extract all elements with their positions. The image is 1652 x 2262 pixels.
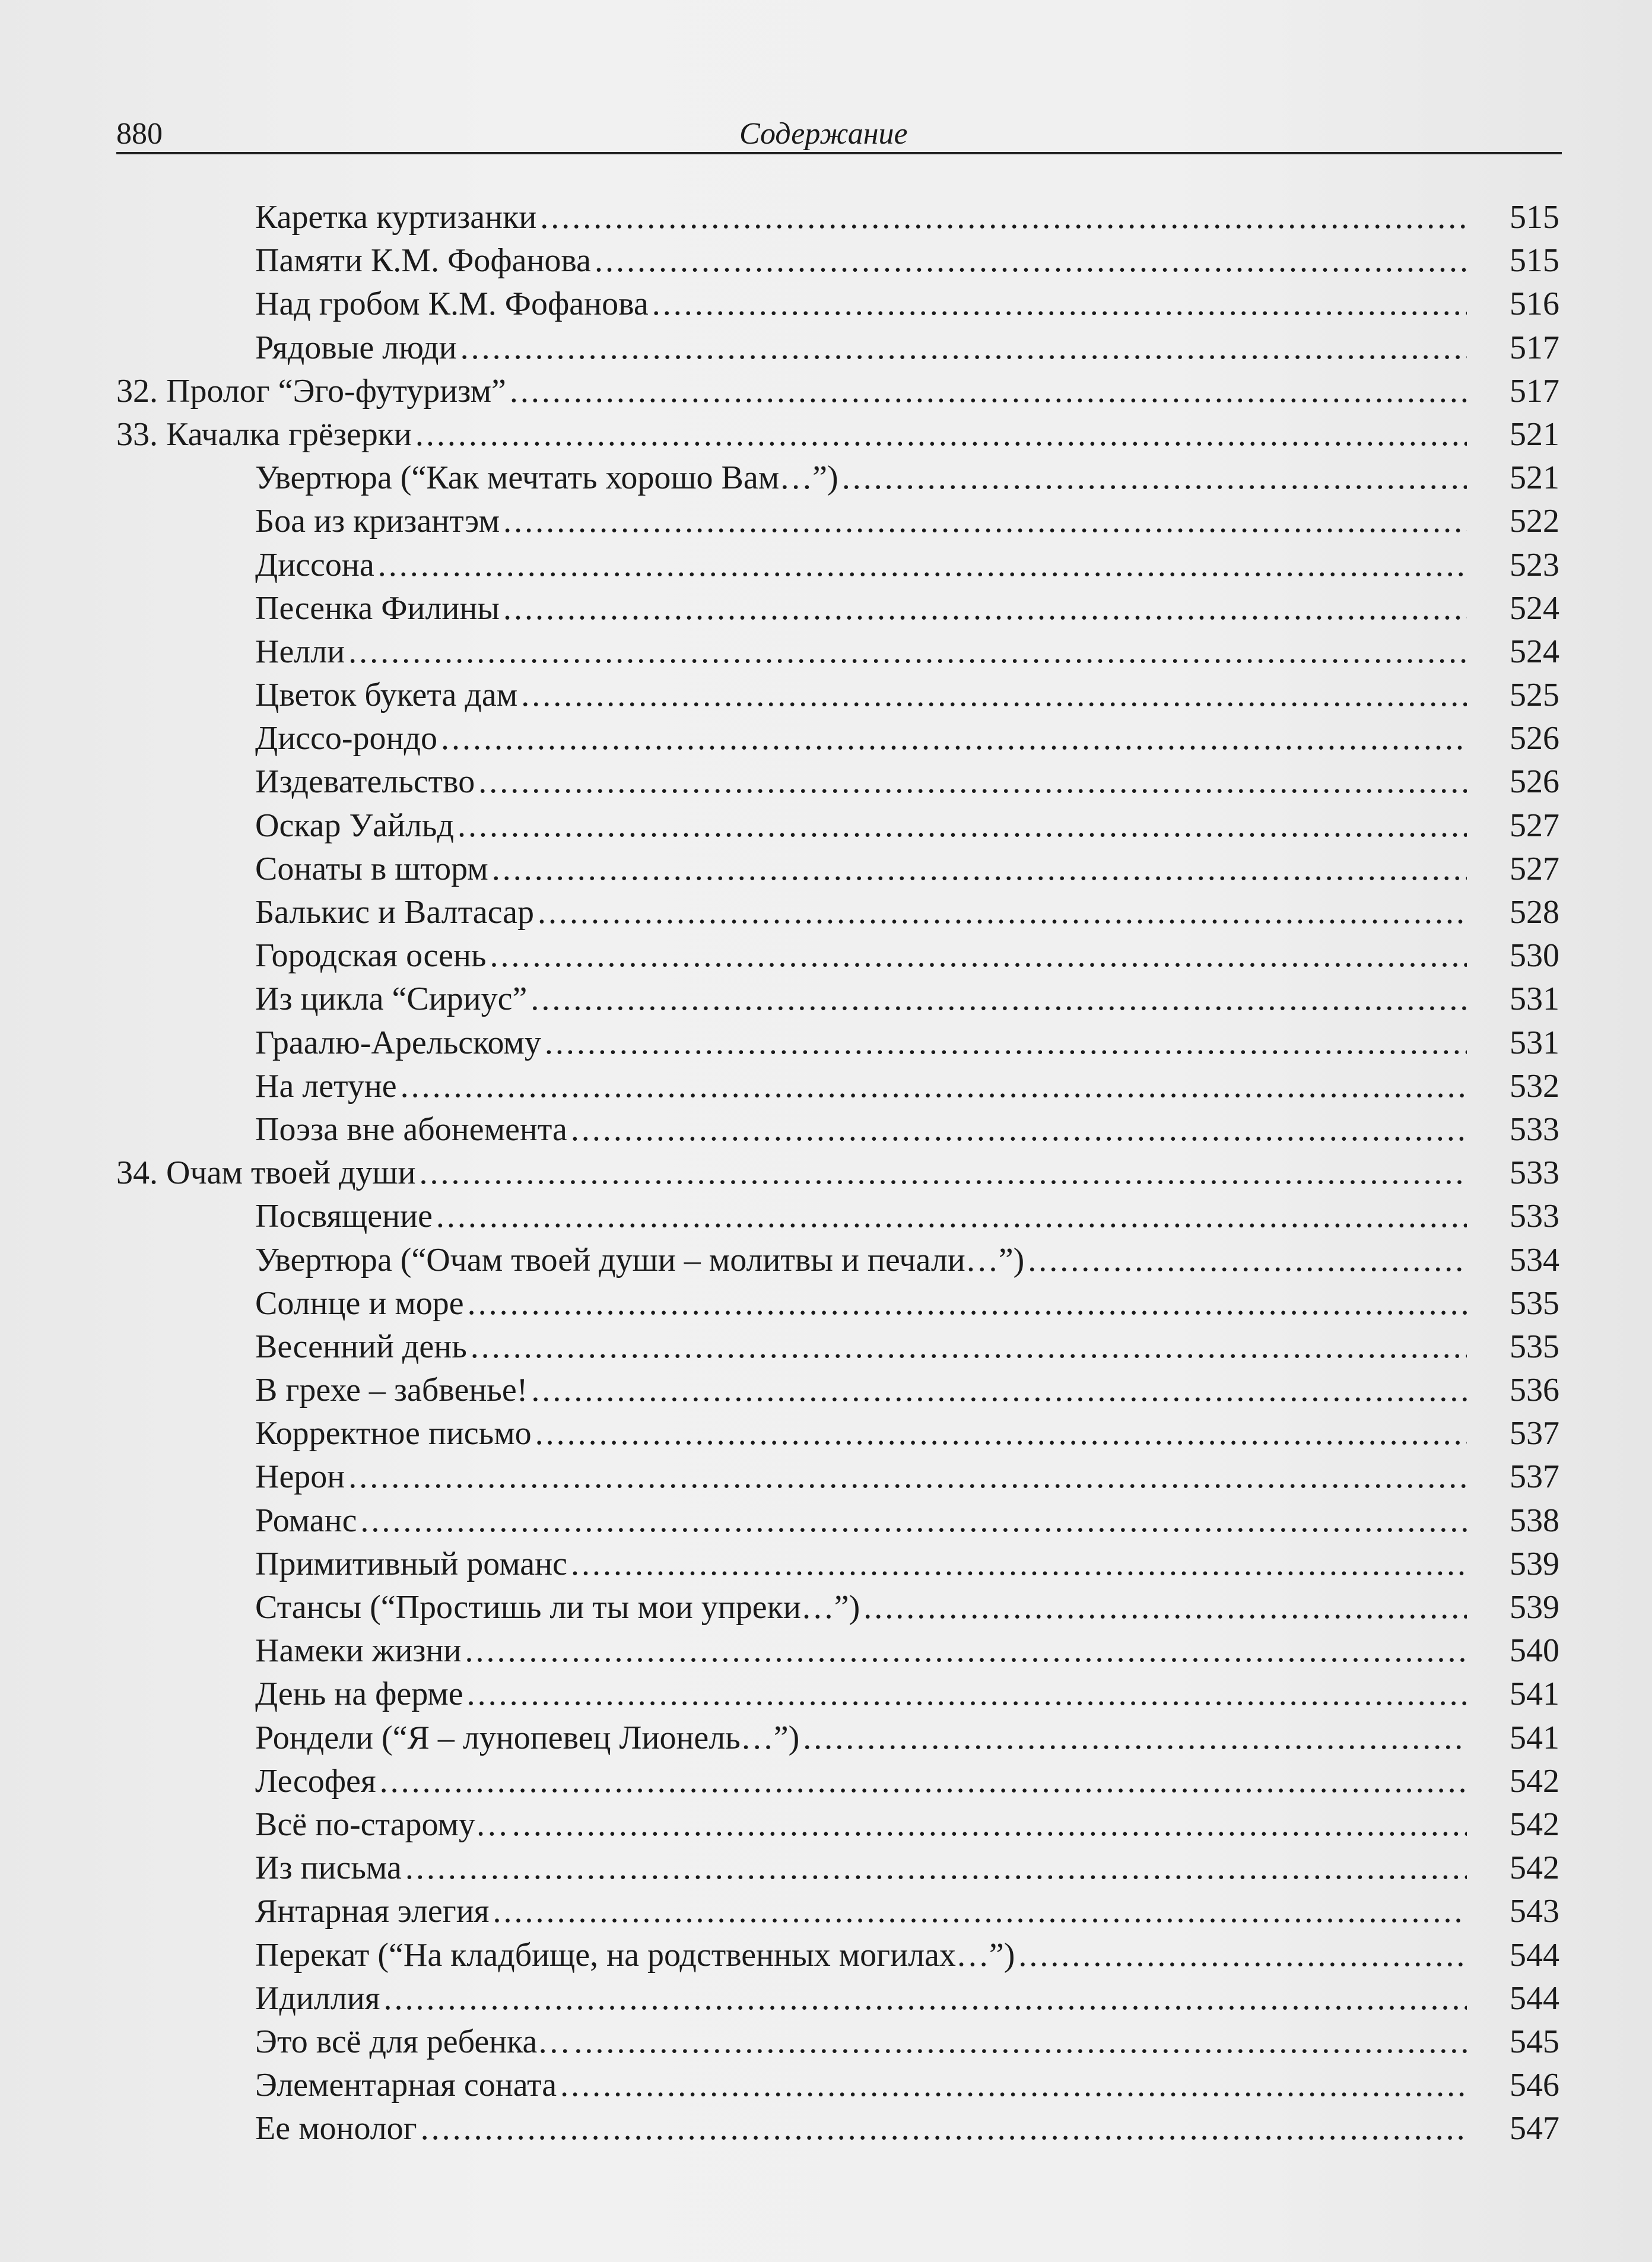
toc-entry-title: Идиллия bbox=[255, 1979, 380, 2017]
page-header bbox=[116, 101, 1559, 160]
toc-entry-page: 541 bbox=[1510, 1719, 1559, 1756]
toc-entry-title: 34. Очам твоей души bbox=[116, 1154, 416, 1192]
toc-entry bbox=[116, 1847, 1559, 1890]
dot-leader bbox=[421, 2107, 1467, 2150]
toc-entry bbox=[116, 1021, 1559, 1065]
toc-entry-title: Перекат (“На кладбище, на родственных могилах…”) bbox=[255, 1936, 1015, 1974]
dot-leader bbox=[512, 1803, 1467, 1847]
dot-leader bbox=[803, 1717, 1467, 1760]
dot-leader bbox=[471, 1325, 1467, 1369]
toc-entry-title: Корректное письмо bbox=[255, 1415, 532, 1452]
toc-entry-title: Оскар Уайльд bbox=[255, 807, 454, 844]
dot-leader bbox=[535, 1412, 1467, 1455]
dot-leader bbox=[595, 239, 1467, 283]
toc-entry-title: Поэза вне абонемента bbox=[255, 1111, 567, 1148]
toc-entry-page: 526 bbox=[1510, 720, 1559, 757]
toc-entry bbox=[116, 500, 1559, 543]
toc-entry-page: 528 bbox=[1510, 894, 1559, 931]
toc-entry-title: Весенний день bbox=[255, 1328, 467, 1365]
toc-entry-page: 515 bbox=[1510, 242, 1559, 280]
toc-entry-title: Каретка куртизанки bbox=[255, 199, 537, 236]
table-of-contents bbox=[116, 196, 1559, 2150]
toc-entry bbox=[116, 1369, 1559, 1412]
dot-leader bbox=[460, 326, 1467, 370]
toc-entry-title: Диссона bbox=[255, 546, 374, 583]
toc-entry-title: Цветок букета дам bbox=[255, 677, 518, 714]
toc-entry-page: 546 bbox=[1510, 2067, 1559, 2104]
toc-entry bbox=[116, 1239, 1559, 1282]
toc-entry bbox=[116, 630, 1559, 674]
toc-entry-title: Из цикла “Сириус” bbox=[255, 981, 528, 1018]
toc-entry-page: 534 bbox=[1510, 1241, 1559, 1278]
toc-entry-title: Увертюра (“Очам твоей души – молитвы и печали…”) bbox=[255, 1241, 1025, 1278]
dot-leader bbox=[652, 283, 1467, 326]
toc-entry bbox=[116, 239, 1559, 283]
toc-entry bbox=[116, 587, 1559, 630]
toc-entry-page: 535 bbox=[1510, 1328, 1559, 1365]
toc-entry-page: 525 bbox=[1510, 677, 1559, 714]
toc-entry-page: 539 bbox=[1510, 1545, 1559, 1582]
dot-leader bbox=[1018, 1934, 1467, 1977]
toc-entry-page: 530 bbox=[1510, 937, 1559, 975]
toc-entry bbox=[116, 848, 1559, 891]
toc-entry-title: Городская осень bbox=[255, 937, 487, 975]
dot-leader bbox=[420, 1151, 1467, 1195]
dot-leader bbox=[348, 1455, 1467, 1499]
dot-leader bbox=[467, 1673, 1467, 1716]
toc-entry-title: Намеки жизни bbox=[255, 1632, 462, 1670]
toc-entry bbox=[116, 674, 1559, 717]
toc-entry bbox=[116, 2020, 1559, 2064]
dot-leader bbox=[436, 1195, 1467, 1238]
toc-entry-page: 545 bbox=[1510, 2023, 1559, 2060]
dot-leader bbox=[540, 196, 1467, 239]
toc-entry bbox=[116, 2107, 1559, 2150]
toc-entry-page: 523 bbox=[1510, 546, 1559, 583]
toc-entry-title: Примитивный романс bbox=[255, 1545, 567, 1582]
toc-entry-title: Песенка Филины bbox=[255, 589, 500, 627]
toc-entry-page: 524 bbox=[1510, 589, 1559, 627]
toc-entry-title: Над гробом К.М. Фофанова bbox=[255, 285, 649, 323]
toc-entry bbox=[116, 1717, 1559, 1760]
toc-entry bbox=[116, 1455, 1559, 1499]
dot-leader bbox=[465, 1629, 1467, 1673]
toc-entry-title: 33. Качалка грёзерки bbox=[116, 415, 412, 453]
dot-leader bbox=[842, 456, 1467, 500]
toc-entry bbox=[116, 544, 1559, 587]
toc-entry-title: Лесофея bbox=[255, 1762, 376, 1800]
dot-leader bbox=[571, 1108, 1467, 1151]
toc-entry-page: 515 bbox=[1510, 199, 1559, 236]
dot-leader bbox=[530, 978, 1467, 1021]
dot-leader bbox=[560, 2064, 1467, 2107]
toc-entry-title: Боа из кризантэм bbox=[255, 503, 500, 540]
dot-leader bbox=[538, 891, 1467, 934]
dot-leader bbox=[863, 1586, 1467, 1629]
toc-entry-title: Памяти К.М. Фофанова bbox=[255, 242, 591, 280]
toc-entry-title: Нелли bbox=[255, 633, 345, 670]
toc-entry-page: 539 bbox=[1510, 1589, 1559, 1626]
toc-entry bbox=[116, 326, 1559, 370]
toc-entry bbox=[116, 196, 1559, 239]
dot-leader bbox=[415, 413, 1467, 456]
toc-entry bbox=[116, 1065, 1559, 1108]
toc-entry-title: Диссо-рондо bbox=[255, 720, 437, 757]
toc-entry bbox=[116, 2064, 1559, 2107]
toc-entry-page: 517 bbox=[1510, 372, 1559, 410]
dot-leader bbox=[478, 760, 1467, 804]
dot-leader bbox=[458, 804, 1467, 848]
toc-entry-title: На летуне bbox=[255, 1067, 397, 1105]
toc-entry-page: 536 bbox=[1510, 1372, 1559, 1409]
toc-entry-title: Это всё для ребенка… bbox=[255, 2023, 571, 2060]
dot-leader bbox=[531, 1369, 1467, 1412]
toc-entry bbox=[116, 804, 1559, 848]
toc-entry-page: 532 bbox=[1510, 1067, 1559, 1105]
toc-entry bbox=[116, 456, 1559, 500]
toc-entry-page: 531 bbox=[1510, 981, 1559, 1018]
toc-entry bbox=[116, 283, 1559, 326]
toc-entry-page: 533 bbox=[1510, 1154, 1559, 1192]
toc-entry bbox=[116, 1499, 1559, 1543]
toc-entry-page: 527 bbox=[1510, 850, 1559, 887]
toc-entry-title: Рондели (“Я – лунопевец Лионель…”) bbox=[255, 1719, 800, 1756]
toc-entry-title: В грехе – забвенье! bbox=[255, 1372, 528, 1409]
toc-entry-page: 538 bbox=[1510, 1502, 1559, 1539]
toc-entry-title: День на ферме bbox=[255, 1676, 463, 1713]
toc-entry-page: 521 bbox=[1510, 459, 1559, 497]
header-divider bbox=[116, 152, 1562, 154]
toc-entry-title: Нерон bbox=[255, 1458, 345, 1496]
toc-entry bbox=[116, 1803, 1559, 1847]
toc-entry-title: Ее монолог bbox=[255, 2110, 417, 2147]
toc-entry-title: Граалю-Арельскому bbox=[255, 1024, 541, 1061]
dot-leader bbox=[378, 544, 1467, 587]
toc-entry-title: Элементарная соната bbox=[255, 2067, 557, 2104]
toc-entry-title: Увертюра (“Как мечтать хорошо Вам…”) bbox=[255, 459, 838, 497]
toc-entry bbox=[116, 1325, 1559, 1369]
toc-entry bbox=[116, 1282, 1559, 1325]
toc-section-entry bbox=[116, 413, 1559, 456]
dot-leader bbox=[441, 717, 1467, 760]
toc-section-entry bbox=[116, 370, 1559, 413]
dot-leader bbox=[1028, 1239, 1467, 1282]
toc-entry-title: Издевательство bbox=[255, 763, 475, 801]
toc-entry bbox=[116, 1629, 1559, 1673]
dot-leader bbox=[492, 848, 1467, 891]
toc-entry-title: Стансы (“Простишь ли ты мои упреки…”) bbox=[255, 1589, 860, 1626]
running-title: Содержание bbox=[739, 117, 908, 151]
toc-entry-page: 544 bbox=[1510, 1936, 1559, 1974]
dot-leader bbox=[380, 1760, 1467, 1803]
dot-leader bbox=[510, 370, 1467, 413]
toc-entry-page: 541 bbox=[1510, 1676, 1559, 1713]
toc-entry bbox=[116, 978, 1559, 1021]
toc-entry-title: Романс bbox=[255, 1502, 357, 1539]
dot-leader bbox=[348, 630, 1467, 674]
toc-entry bbox=[116, 934, 1559, 978]
page-number: 880 bbox=[116, 117, 163, 151]
toc-entry-title: Всё по-старому… bbox=[255, 1806, 509, 1843]
dot-leader bbox=[571, 1543, 1467, 1586]
dot-leader bbox=[503, 500, 1467, 543]
toc-entry-title: Янтарная элегия bbox=[255, 1893, 490, 1930]
toc-entry-page: 524 bbox=[1510, 633, 1559, 670]
toc-entry-page: 542 bbox=[1510, 1806, 1559, 1843]
dot-leader bbox=[490, 934, 1467, 978]
toc-entry-page: 537 bbox=[1510, 1458, 1559, 1496]
toc-entry-page: 543 bbox=[1510, 1893, 1559, 1930]
toc-entry-page: 526 bbox=[1510, 763, 1559, 801]
toc-entry bbox=[116, 891, 1559, 934]
toc-entry-page: 531 bbox=[1510, 1024, 1559, 1061]
toc-entry-title: Балькис и Валтасар bbox=[255, 894, 535, 931]
toc-entry-page: 542 bbox=[1510, 1849, 1559, 1887]
toc-entry-page: 540 bbox=[1510, 1632, 1559, 1670]
toc-entry bbox=[116, 717, 1559, 760]
toc-entry bbox=[116, 1977, 1559, 2020]
dot-leader bbox=[360, 1499, 1467, 1543]
toc-entry bbox=[116, 1760, 1559, 1803]
dot-leader bbox=[503, 587, 1467, 630]
toc-entry bbox=[116, 1543, 1559, 1586]
dot-leader bbox=[545, 1021, 1467, 1065]
dot-leader bbox=[405, 1847, 1467, 1890]
toc-entry-page: 533 bbox=[1510, 1198, 1559, 1235]
toc-entry bbox=[116, 1890, 1559, 1933]
toc-entry-page: 517 bbox=[1510, 329, 1559, 366]
toc-entry bbox=[116, 1195, 1559, 1238]
toc-entry-page: 533 bbox=[1510, 1111, 1559, 1148]
toc-entry-page: 542 bbox=[1510, 1762, 1559, 1800]
toc-entry bbox=[116, 1108, 1559, 1151]
dot-leader bbox=[401, 1065, 1467, 1108]
toc-entry bbox=[116, 760, 1559, 804]
toc-entry-page: 535 bbox=[1510, 1284, 1559, 1322]
dot-leader bbox=[521, 674, 1467, 717]
toc-entry-page: 516 bbox=[1510, 285, 1559, 323]
dot-leader bbox=[493, 1890, 1467, 1933]
toc-entry bbox=[116, 1673, 1559, 1716]
toc-entry-title: Посвящение bbox=[255, 1198, 433, 1235]
toc-entry bbox=[116, 1934, 1559, 1977]
toc-entry-title: Из письма bbox=[255, 1849, 402, 1887]
toc-entry bbox=[116, 1586, 1559, 1629]
toc-entry-page: 522 bbox=[1510, 503, 1559, 540]
toc-entry-page: 527 bbox=[1510, 807, 1559, 844]
toc-entry-title: 32. Пролог “Эго-футуризм” bbox=[116, 372, 506, 410]
dot-leader bbox=[574, 2020, 1467, 2064]
toc-entry bbox=[116, 1412, 1559, 1455]
toc-entry-title: Солнце и море bbox=[255, 1284, 464, 1322]
toc-entry-title: Рядовые люди bbox=[255, 329, 457, 366]
toc-entry-page: 521 bbox=[1510, 415, 1559, 453]
toc-entry-page: 537 bbox=[1510, 1415, 1559, 1452]
dot-leader bbox=[468, 1282, 1467, 1325]
toc-entry-title: Сонаты в шторм bbox=[255, 850, 488, 887]
toc-entry-page: 544 bbox=[1510, 1979, 1559, 2017]
dot-leader bbox=[384, 1977, 1467, 2020]
toc-entry-page: 547 bbox=[1510, 2110, 1559, 2147]
toc-section-entry bbox=[116, 1151, 1559, 1195]
